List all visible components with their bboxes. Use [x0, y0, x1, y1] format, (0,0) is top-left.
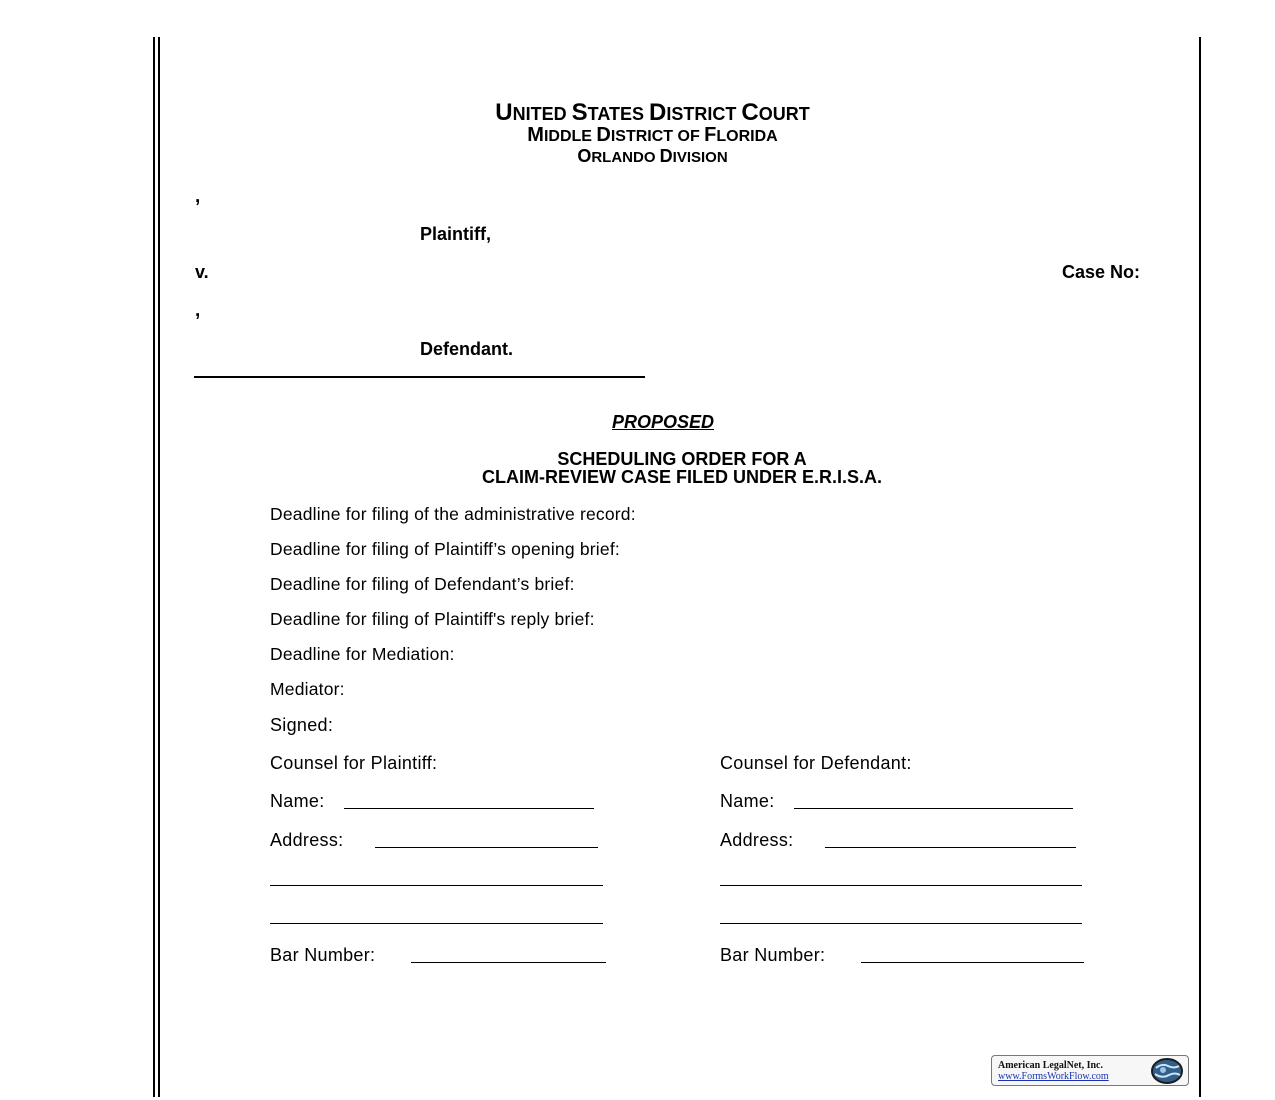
- defendant-address-line3[interactable]: [720, 923, 1082, 924]
- defendant-name-comma: ,: [195, 300, 201, 321]
- plaintiff-bar-line[interactable]: [411, 962, 606, 963]
- court-division: ORLANDO DIVISION: [577, 146, 728, 166]
- left-border-outer: [153, 37, 155, 1097]
- signed-label: Signed:: [270, 715, 334, 735]
- defendant-address-line1[interactable]: [825, 847, 1076, 848]
- case-number-label: Case No:: [1062, 262, 1141, 282]
- mediator-label: Mediator:: [270, 679, 345, 699]
- defendant-address-label: Address:: [720, 830, 794, 850]
- plaintiff-name-line[interactable]: [344, 808, 594, 809]
- plaintiff-address-line3[interactable]: [270, 923, 603, 924]
- counsel-defendant-heading: Counsel for Defendant:: [720, 753, 912, 773]
- order-title-line2: CLAIM-REVIEW CASE FILED UNDER E.R.I.S.A.: [481, 467, 883, 487]
- proposed-label: PROPOSED: [612, 412, 715, 432]
- legalnet-logo: [991, 1055, 1189, 1086]
- logo-company-name: American LegalNet, Inc.: [998, 1060, 1103, 1071]
- defendant-name-label: Name:: [720, 791, 775, 811]
- defendant-bar-label: Bar Number:: [720, 945, 826, 965]
- caption-rule: [194, 376, 645, 378]
- plaintiff-address-line1[interactable]: [375, 847, 598, 848]
- versus-label: v.: [195, 262, 209, 282]
- globe-icon: [1150, 1057, 1184, 1084]
- order-title-line1: SCHEDULING ORDER FOR A: [557, 449, 807, 469]
- deadline-defendant-brief: Deadline for filing of Defendant’s brief:: [270, 574, 575, 594]
- defendant-name-line[interactable]: [794, 808, 1073, 809]
- deadline-plaintiff-opening-brief: Deadline for filing of Plaintiff’s opening brief:: [270, 539, 620, 559]
- defendant-bar-line[interactable]: [861, 962, 1084, 963]
- counsel-plaintiff-heading: Counsel for Plaintiff:: [270, 753, 438, 773]
- deadline-plaintiff-reply-brief: Deadline for filing of Plaintiff's reply brief:: [270, 609, 595, 629]
- plaintiff-name-comma: ,: [195, 186, 201, 207]
- plaintiff-label: Plaintiff,: [420, 224, 491, 244]
- plaintiff-bar-label: Bar Number:: [270, 945, 376, 965]
- defendant-address-line2[interactable]: [720, 885, 1082, 886]
- defendant-label: Defendant.: [420, 339, 514, 359]
- right-border: [1199, 37, 1201, 1097]
- logo-url-link[interactable]: www.FormsWorkFlow.com: [998, 1071, 1109, 1082]
- court-name: UNITED STATES DISTRICT COURT: [495, 99, 810, 126]
- deadline-mediation: Deadline for Mediation:: [270, 644, 455, 664]
- plaintiff-name-label: Name:: [270, 791, 325, 811]
- plaintiff-address-line2[interactable]: [270, 885, 603, 886]
- left-border-inner: [158, 37, 160, 1097]
- deadline-admin-record: Deadline for filing of the administrative record:: [270, 504, 636, 524]
- court-district: MIDDLE DISTRICT OF FLORIDA: [527, 124, 778, 146]
- plaintiff-address-label: Address:: [270, 830, 344, 850]
